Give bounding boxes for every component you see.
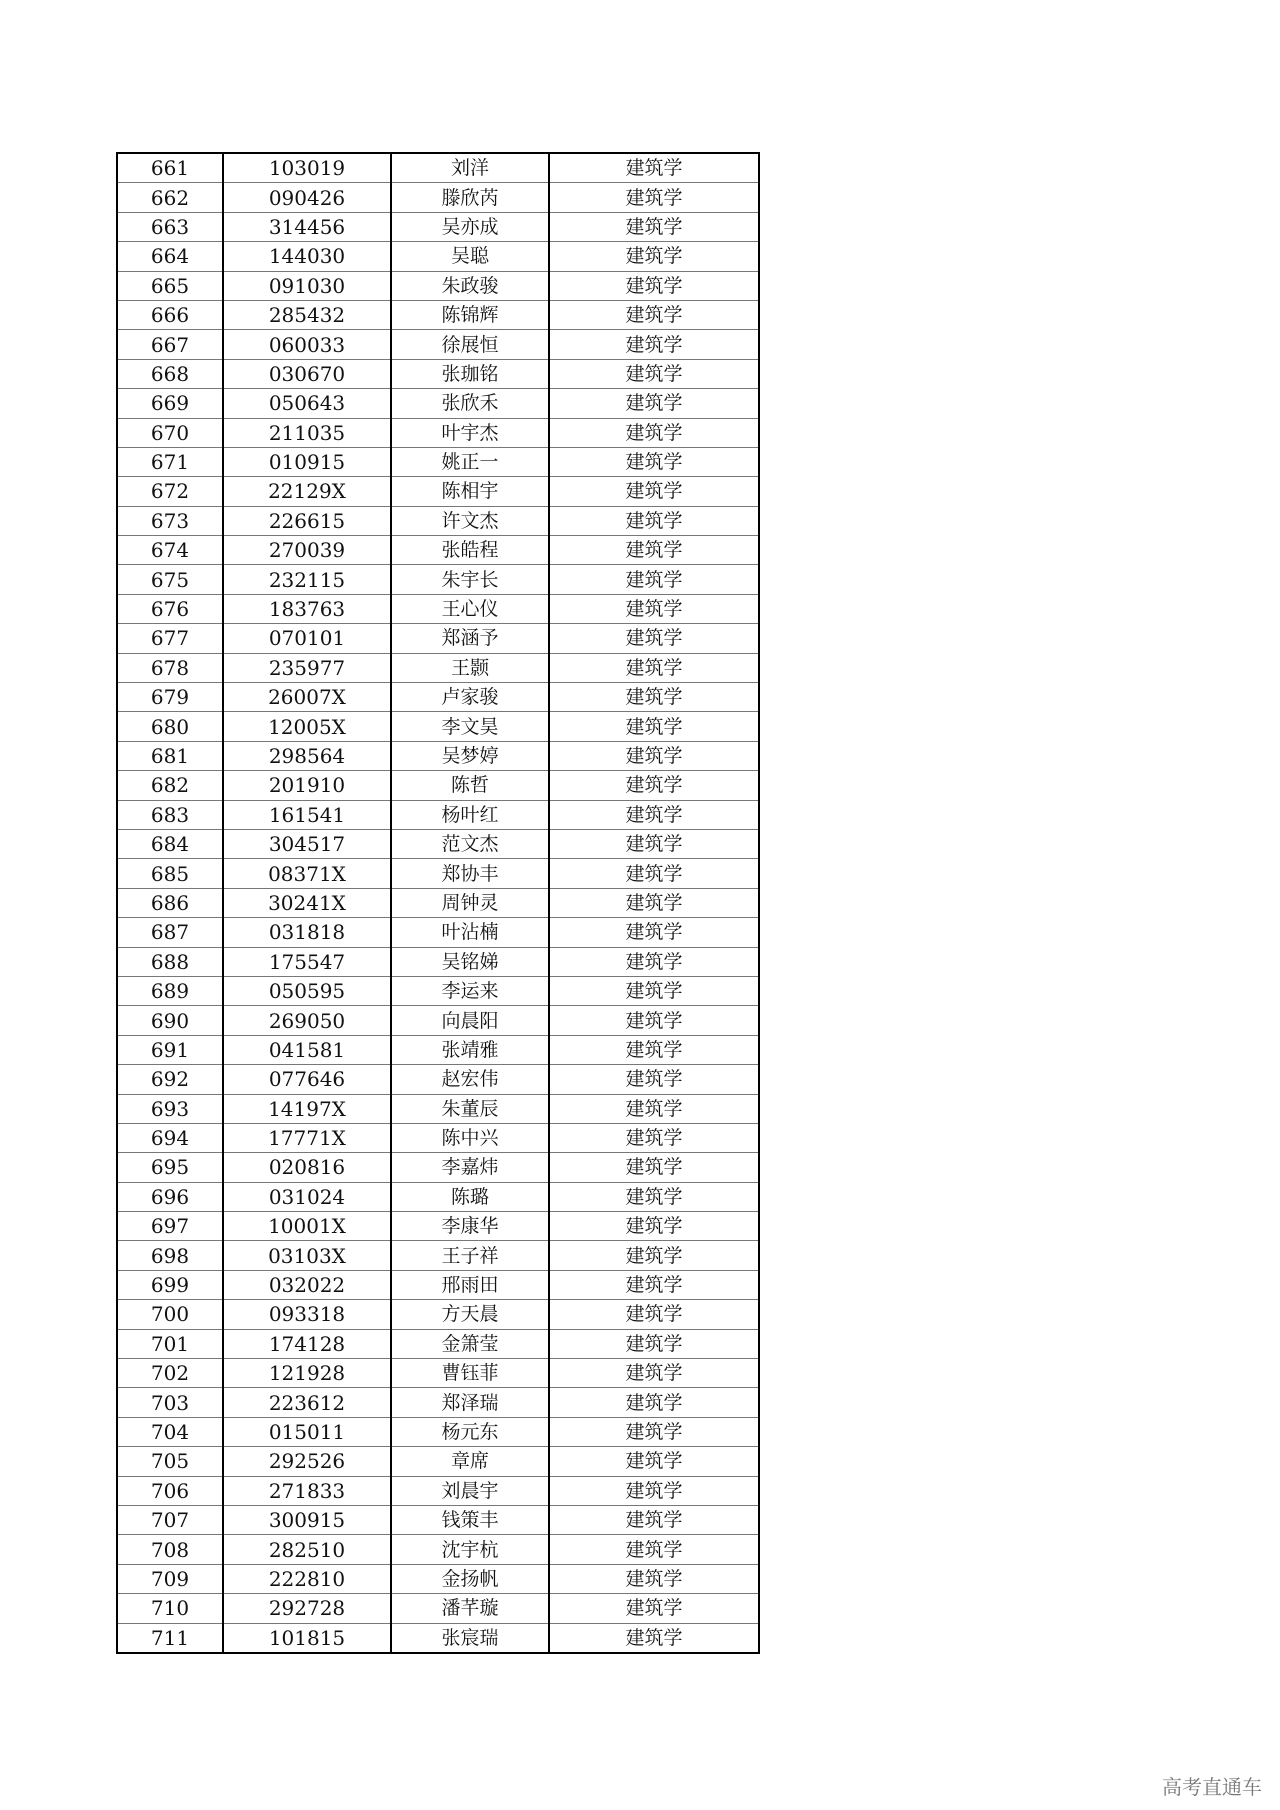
cell-major: 建筑学 [549,1006,759,1035]
cell-name: 曹钰菲 [391,1359,549,1388]
cell-exam-id: 031024 [223,1182,391,1211]
cell-exam-id: 235977 [223,653,391,682]
cell-exam-id: 020816 [223,1153,391,1182]
table-row [117,271,759,300]
cell-major: 建筑学 [549,271,759,300]
cell-number: 663 [117,212,223,241]
cell-major: 建筑学 [549,1476,759,1505]
cell-exam-id: 031818 [223,918,391,947]
cell-exam-id: 093318 [223,1300,391,1329]
table-row [117,1006,759,1035]
cell-number: 677 [117,624,223,653]
cell-exam-id: 090426 [223,183,391,212]
cell-number: 706 [117,1476,223,1505]
cell-major: 建筑学 [549,712,759,741]
cell-number: 662 [117,183,223,212]
table-row [117,1153,759,1182]
table-row [117,183,759,212]
cell-number: 684 [117,829,223,858]
cell-number: 682 [117,771,223,800]
cell-major: 建筑学 [549,300,759,329]
cell-name: 沈宇杭 [391,1535,549,1564]
cell-name: 范文杰 [391,829,549,858]
cell-name: 张欣禾 [391,389,549,418]
cell-exam-id: 271833 [223,1476,391,1505]
cell-major: 建筑学 [549,1182,759,1211]
cell-exam-id: 223612 [223,1388,391,1417]
cell-exam-id: 211035 [223,418,391,447]
table-row [117,947,759,976]
cell-number: 678 [117,653,223,682]
cell-exam-id: 070101 [223,624,391,653]
cell-number: 696 [117,1182,223,1211]
cell-major: 建筑学 [549,1447,759,1476]
cell-number: 676 [117,594,223,623]
cell-name: 卢家骏 [391,683,549,712]
table-row [117,859,759,888]
cell-number: 707 [117,1505,223,1534]
cell-major: 建筑学 [549,829,759,858]
cell-number: 667 [117,330,223,359]
table-row [117,976,759,1005]
cell-major: 建筑学 [549,153,759,183]
cell-major: 建筑学 [549,1564,759,1593]
cell-name: 吴梦婷 [391,741,549,770]
cell-number: 683 [117,800,223,829]
cell-name: 吴铭娣 [391,947,549,976]
cell-number: 672 [117,477,223,506]
cell-exam-id: 175547 [223,947,391,976]
cell-name: 张珈铭 [391,359,549,388]
cell-exam-id: 232115 [223,565,391,594]
table-row [117,683,759,712]
cell-name: 姚正一 [391,447,549,476]
table-row [117,1447,759,1476]
table-row [117,477,759,506]
table-row [117,1123,759,1152]
cell-major: 建筑学 [549,683,759,712]
table-row [117,1035,759,1064]
cell-exam-id: 30241X [223,888,391,917]
cell-name: 王子祥 [391,1241,549,1270]
cell-major: 建筑学 [549,859,759,888]
cell-major: 建筑学 [549,1241,759,1270]
cell-number: 697 [117,1212,223,1241]
table-row [117,330,759,359]
cell-name: 叶沾楠 [391,918,549,947]
cell-name: 李文昊 [391,712,549,741]
cell-exam-id: 201910 [223,771,391,800]
cell-exam-id: 17771X [223,1123,391,1152]
cell-number: 665 [117,271,223,300]
table-row [117,594,759,623]
table-row [117,1300,759,1329]
cell-number: 689 [117,976,223,1005]
cell-major: 建筑学 [549,183,759,212]
admission-list-table [116,152,760,1654]
cell-name: 杨元东 [391,1417,549,1446]
cell-number: 699 [117,1270,223,1299]
cell-major: 建筑学 [549,1035,759,1064]
table-row [117,712,759,741]
table-row [117,389,759,418]
cell-major: 建筑学 [549,624,759,653]
cell-exam-id: 030670 [223,359,391,388]
cell-exam-id: 22129X [223,477,391,506]
cell-major: 建筑学 [549,359,759,388]
cell-number: 694 [117,1123,223,1152]
table-row [117,418,759,447]
table-row [117,1329,759,1358]
cell-number: 686 [117,888,223,917]
cell-major: 建筑学 [549,1153,759,1182]
cell-name: 金扬帆 [391,1564,549,1593]
cell-major: 建筑学 [549,1212,759,1241]
table-row [117,506,759,535]
cell-exam-id: 26007X [223,683,391,712]
cell-name: 刘洋 [391,153,549,183]
cell-name: 邢雨田 [391,1270,549,1299]
cell-number: 679 [117,683,223,712]
cell-exam-id: 285432 [223,300,391,329]
cell-major: 建筑学 [549,741,759,770]
cell-name: 王颢 [391,653,549,682]
cell-exam-id: 282510 [223,1535,391,1564]
table-row [117,829,759,858]
cell-name: 钱策丰 [391,1505,549,1534]
cell-number: 673 [117,506,223,535]
cell-name: 陈中兴 [391,1123,549,1152]
table-row [117,1594,759,1623]
table-row [117,359,759,388]
cell-major: 建筑学 [549,771,759,800]
cell-name: 吴聪 [391,242,549,271]
cell-major: 建筑学 [549,1300,759,1329]
cell-name: 杨叶红 [391,800,549,829]
table-row [117,1065,759,1094]
cell-name: 章席 [391,1447,549,1476]
cell-name: 张皓程 [391,536,549,565]
table-row [117,1623,759,1653]
cell-number: 681 [117,741,223,770]
table-row [117,918,759,947]
cell-name: 周钟灵 [391,888,549,917]
cell-number: 687 [117,918,223,947]
cell-major: 建筑学 [549,447,759,476]
cell-name: 潘芊璇 [391,1594,549,1623]
cell-name: 刘晨宇 [391,1476,549,1505]
cell-exam-id: 292728 [223,1594,391,1623]
table-row [117,212,759,241]
cell-exam-id: 226615 [223,506,391,535]
cell-exam-id: 03103X [223,1241,391,1270]
cell-name: 赵宏伟 [391,1065,549,1094]
cell-major: 建筑学 [549,1535,759,1564]
cell-exam-id: 292526 [223,1447,391,1476]
cell-exam-id: 183763 [223,594,391,623]
cell-exam-id: 304517 [223,829,391,858]
table-row [117,1564,759,1593]
table-row [117,888,759,917]
cell-number: 700 [117,1300,223,1329]
cell-name: 李嘉炜 [391,1153,549,1182]
cell-exam-id: 269050 [223,1006,391,1035]
cell-name: 陈璐 [391,1182,549,1211]
table-row [117,741,759,770]
cell-exam-id: 060033 [223,330,391,359]
cell-major: 建筑学 [549,888,759,917]
table-row [117,565,759,594]
cell-number: 690 [117,1006,223,1035]
cell-major: 建筑学 [549,1123,759,1152]
cell-exam-id: 050643 [223,389,391,418]
cell-exam-id: 300915 [223,1505,391,1534]
cell-exam-id: 314456 [223,212,391,241]
cell-number: 680 [117,712,223,741]
cell-name: 陈锦辉 [391,300,549,329]
cell-name: 郑泽瑞 [391,1388,549,1417]
cell-exam-id: 298564 [223,741,391,770]
cell-number: 670 [117,418,223,447]
cell-exam-id: 14197X [223,1094,391,1123]
cell-name: 郑协丰 [391,859,549,888]
cell-major: 建筑学 [549,506,759,535]
cell-exam-id: 050595 [223,976,391,1005]
cell-exam-id: 041581 [223,1035,391,1064]
cell-major: 建筑学 [549,1329,759,1358]
cell-name: 张靖雅 [391,1035,549,1064]
table-row [117,300,759,329]
cell-exam-id: 222810 [223,1564,391,1593]
table-row [117,653,759,682]
cell-major: 建筑学 [549,242,759,271]
cell-major: 建筑学 [549,1417,759,1446]
cell-exam-id: 032022 [223,1270,391,1299]
cell-number: 708 [117,1535,223,1564]
cell-name: 李康华 [391,1212,549,1241]
cell-number: 701 [117,1329,223,1358]
cell-major: 建筑学 [549,800,759,829]
cell-name: 向晨阳 [391,1006,549,1035]
cell-major: 建筑学 [549,212,759,241]
cell-name: 金箫莹 [391,1329,549,1358]
table-row [117,771,759,800]
table-row [117,800,759,829]
cell-name: 朱董辰 [391,1094,549,1123]
cell-exam-id: 015011 [223,1417,391,1446]
cell-number: 703 [117,1388,223,1417]
cell-major: 建筑学 [549,1094,759,1123]
table-row [117,1241,759,1270]
cell-exam-id: 270039 [223,536,391,565]
table-row [117,242,759,271]
cell-number: 692 [117,1065,223,1094]
cell-major: 建筑学 [549,330,759,359]
cell-name: 朱政骏 [391,271,549,300]
cell-major: 建筑学 [549,947,759,976]
cell-number: 704 [117,1417,223,1446]
table-row [117,1182,759,1211]
table-row [117,536,759,565]
cell-number: 691 [117,1035,223,1064]
cell-number: 661 [117,153,223,183]
cell-number: 674 [117,536,223,565]
cell-name: 滕欣芮 [391,183,549,212]
cell-number: 671 [117,447,223,476]
cell-exam-id: 12005X [223,712,391,741]
cell-major: 建筑学 [549,418,759,447]
cell-name: 朱宇长 [391,565,549,594]
cell-number: 702 [117,1359,223,1388]
cell-number: 695 [117,1153,223,1182]
cell-name: 吴亦成 [391,212,549,241]
cell-exam-id: 08371X [223,859,391,888]
cell-name: 郑涵予 [391,624,549,653]
cell-exam-id: 144030 [223,242,391,271]
cell-name: 方天晨 [391,1300,549,1329]
cell-exam-id: 10001X [223,1212,391,1241]
cell-number: 709 [117,1564,223,1593]
cell-number: 698 [117,1241,223,1270]
cell-name: 王心仪 [391,594,549,623]
cell-name: 徐展恒 [391,330,549,359]
cell-name: 张宸瑞 [391,1623,549,1653]
cell-major: 建筑学 [549,1065,759,1094]
table-row [117,1212,759,1241]
cell-major: 建筑学 [549,594,759,623]
table-row [117,1505,759,1534]
table-body [117,153,759,1653]
cell-number: 664 [117,242,223,271]
cell-name: 陈哲 [391,771,549,800]
cell-number: 711 [117,1623,223,1653]
cell-major: 建筑学 [549,1388,759,1417]
cell-exam-id: 091030 [223,271,391,300]
cell-major: 建筑学 [549,477,759,506]
cell-number: 668 [117,359,223,388]
table-row [117,1388,759,1417]
cell-major: 建筑学 [549,565,759,594]
cell-name: 许文杰 [391,506,549,535]
cell-major: 建筑学 [549,389,759,418]
table-row [117,1417,759,1446]
cell-major: 建筑学 [549,976,759,1005]
cell-major: 建筑学 [549,918,759,947]
table-row [117,153,759,183]
table-row [117,1270,759,1299]
cell-exam-id: 174128 [223,1329,391,1358]
cell-number: 705 [117,1447,223,1476]
table-row [117,1094,759,1123]
table-row [117,624,759,653]
cell-exam-id: 077646 [223,1065,391,1094]
cell-name: 陈相宇 [391,477,549,506]
cell-name: 李运来 [391,976,549,1005]
cell-name: 叶宇杰 [391,418,549,447]
cell-number: 693 [117,1094,223,1123]
cell-exam-id: 103019 [223,153,391,183]
watermark: 高考直通车 [1162,1775,1262,1799]
cell-number: 669 [117,389,223,418]
cell-major: 建筑学 [549,1270,759,1299]
cell-exam-id: 101815 [223,1623,391,1653]
cell-major: 建筑学 [549,1594,759,1623]
cell-major: 建筑学 [549,1623,759,1653]
cell-number: 710 [117,1594,223,1623]
cell-number: 688 [117,947,223,976]
cell-major: 建筑学 [549,1359,759,1388]
cell-exam-id: 121928 [223,1359,391,1388]
cell-number: 675 [117,565,223,594]
table-row [117,1359,759,1388]
table-row [117,1476,759,1505]
table-row [117,1535,759,1564]
cell-exam-id: 010915 [223,447,391,476]
cell-major: 建筑学 [549,536,759,565]
cell-major: 建筑学 [549,653,759,682]
cell-major: 建筑学 [549,1505,759,1534]
table-row [117,447,759,476]
cell-number: 666 [117,300,223,329]
cell-exam-id: 161541 [223,800,391,829]
cell-number: 685 [117,859,223,888]
